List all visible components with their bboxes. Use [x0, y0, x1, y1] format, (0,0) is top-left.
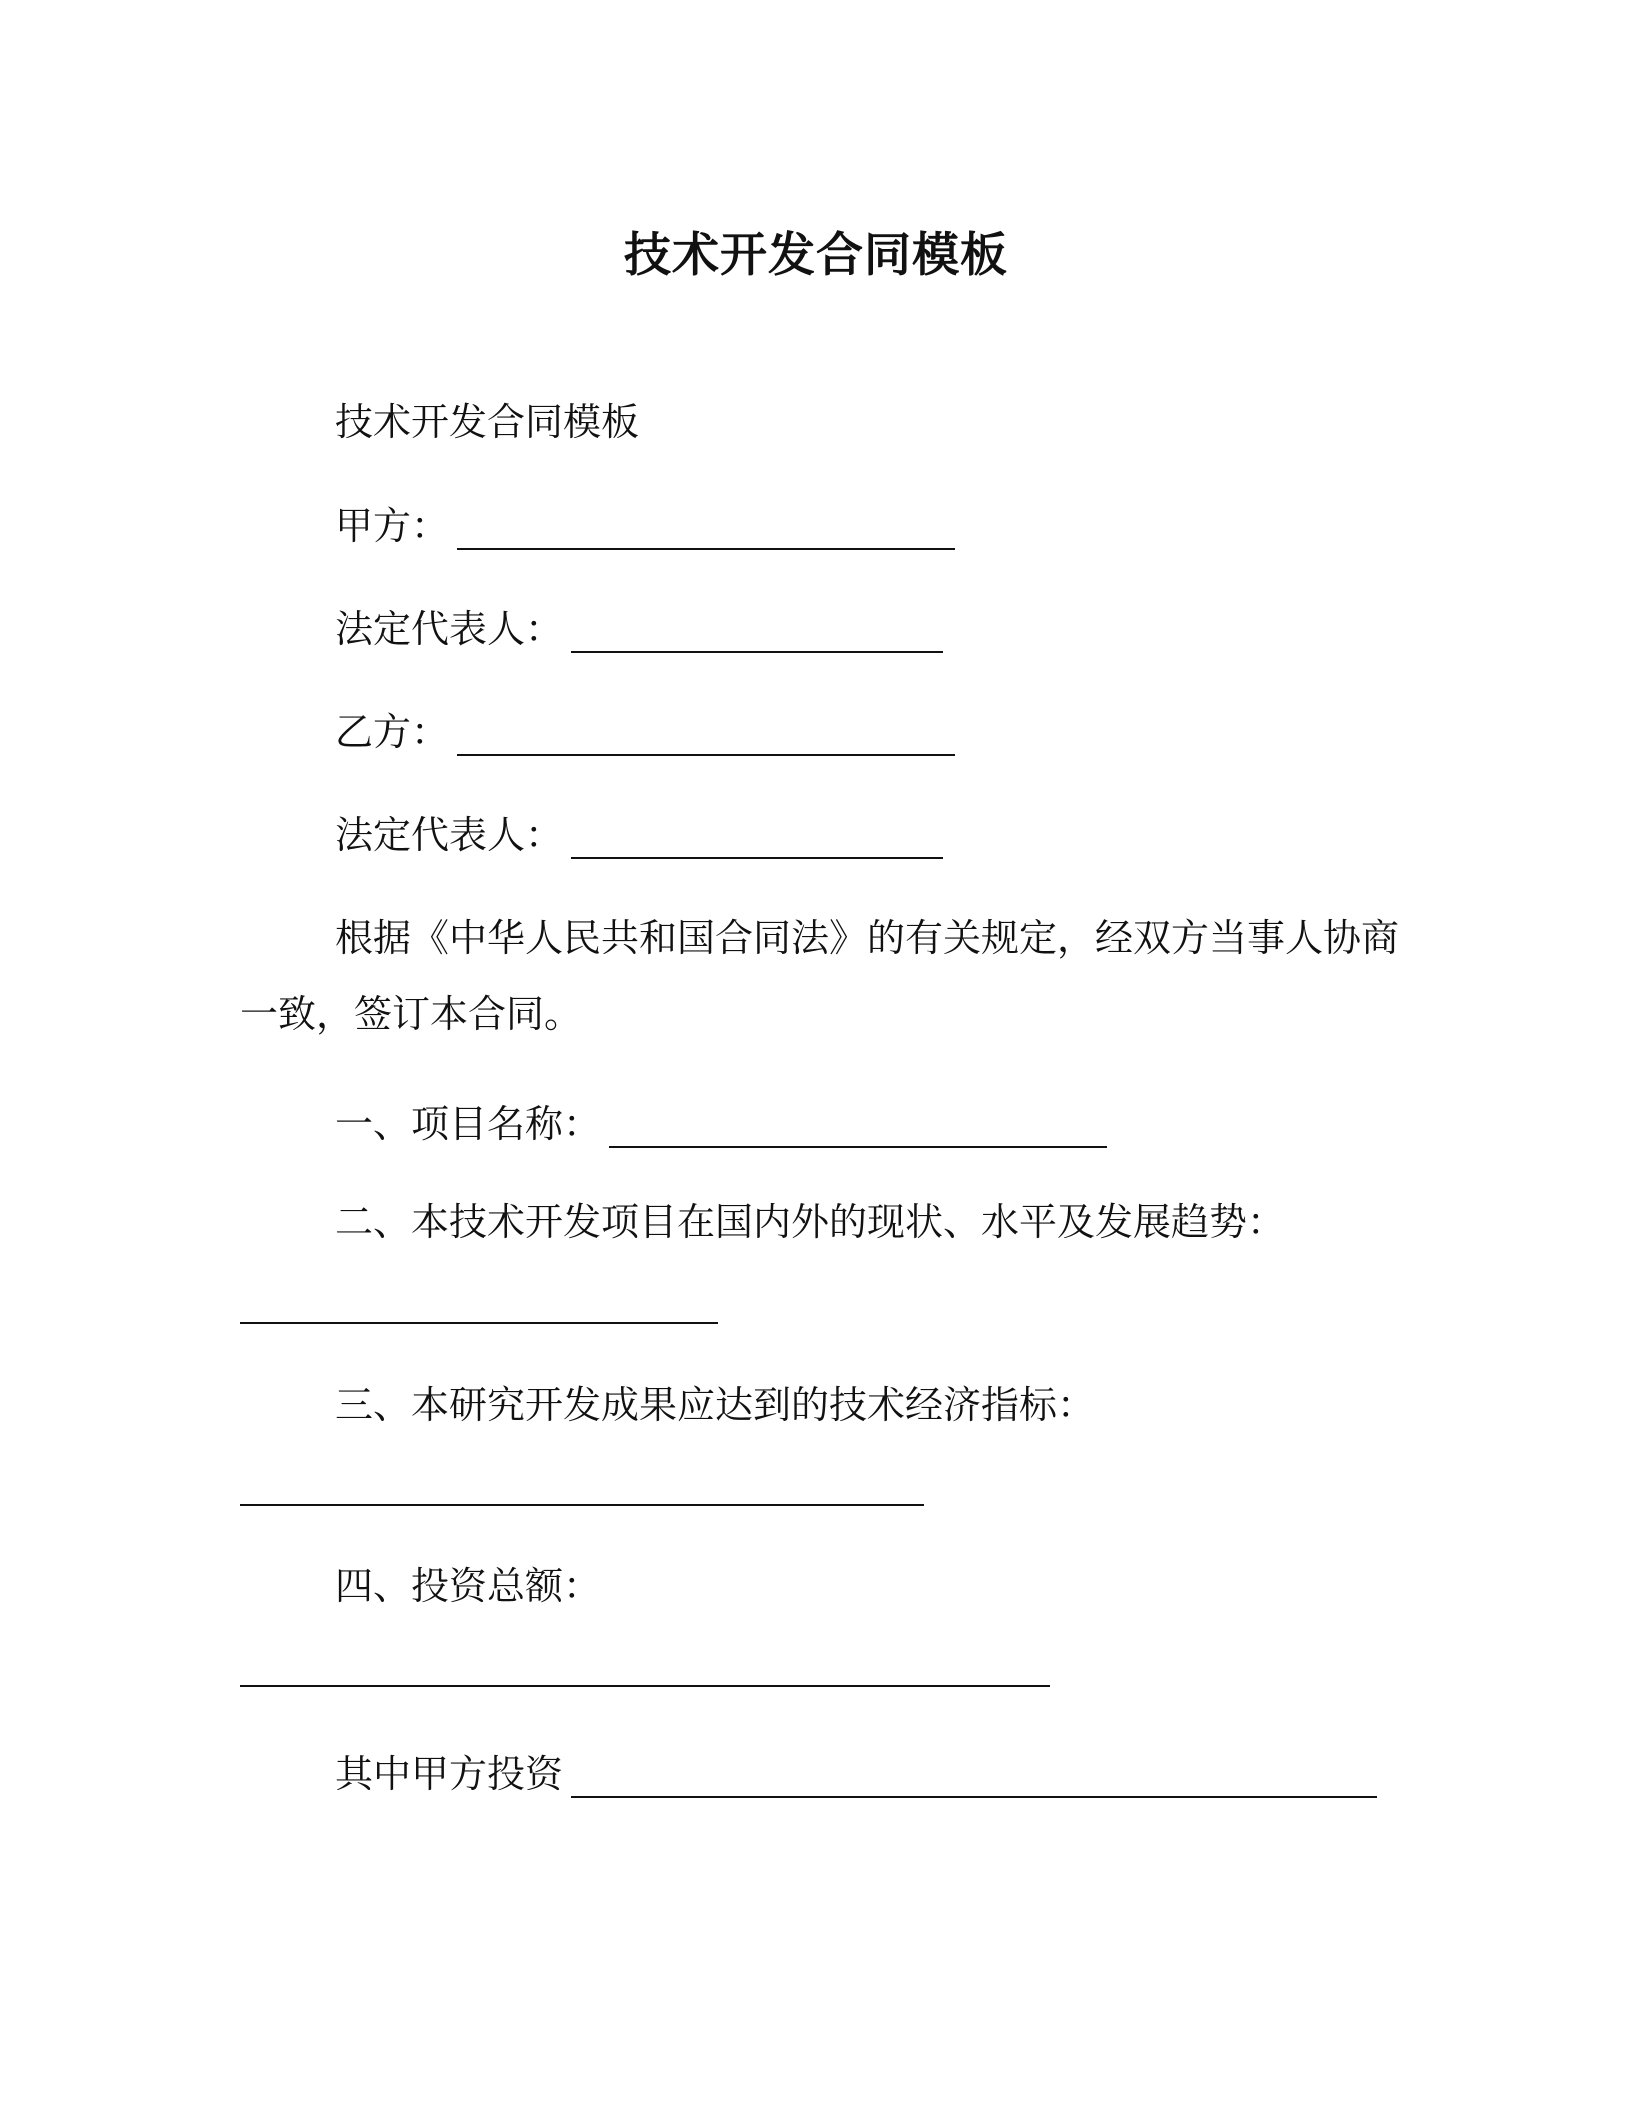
clause-3-blank[interactable] [240, 1504, 924, 1506]
preamble-line-1: 根据《中华人民共和国合同法》的有关规定，经双方当事人协商 [335, 916, 1400, 960]
document-subtitle: 技术开发合同模板 [335, 400, 640, 444]
clause-4-heading: 四、投资总额： [335, 1564, 602, 1608]
party-b-rep-label: 法定代表人： [335, 813, 564, 857]
party-a-investment-label: 其中甲方投资 [335, 1752, 564, 1796]
party-b-rep-line [335, 811, 943, 859]
party-a-label: 甲方： [335, 504, 450, 548]
clause-2-heading: 二、本技术开发项目在国内外的现状、水平及发展趋势： [335, 1200, 1286, 1244]
party-b-rep-blank[interactable] [571, 819, 943, 859]
party-b-label: 乙方： [335, 710, 450, 754]
party-a-rep-line [335, 605, 943, 653]
party-a-blank[interactable] [457, 510, 955, 550]
party-b-blank[interactable] [457, 716, 955, 756]
project-name-blank[interactable] [609, 1108, 1107, 1148]
party-a-rep-label: 法定代表人： [335, 607, 564, 651]
preamble-line-2: 一致，签订本合同。 [240, 992, 583, 1036]
clause-3-heading: 三、本研究开发成果应达到的技术经济指标： [335, 1383, 1096, 1427]
party-a-line [335, 502, 955, 550]
party-b-line [335, 708, 955, 756]
party-a-investment-line [335, 1750, 1377, 1798]
clause-1-label: 一、项目名称： [335, 1102, 602, 1146]
clause-2-blank[interactable] [240, 1322, 718, 1324]
investment-total-blank[interactable] [240, 1685, 1050, 1687]
party-a-investment-blank[interactable] [571, 1758, 1377, 1798]
document-title: 技术开发合同模板 [624, 228, 1008, 283]
party-a-rep-blank[interactable] [571, 613, 943, 653]
clause-1-line [335, 1100, 1107, 1148]
